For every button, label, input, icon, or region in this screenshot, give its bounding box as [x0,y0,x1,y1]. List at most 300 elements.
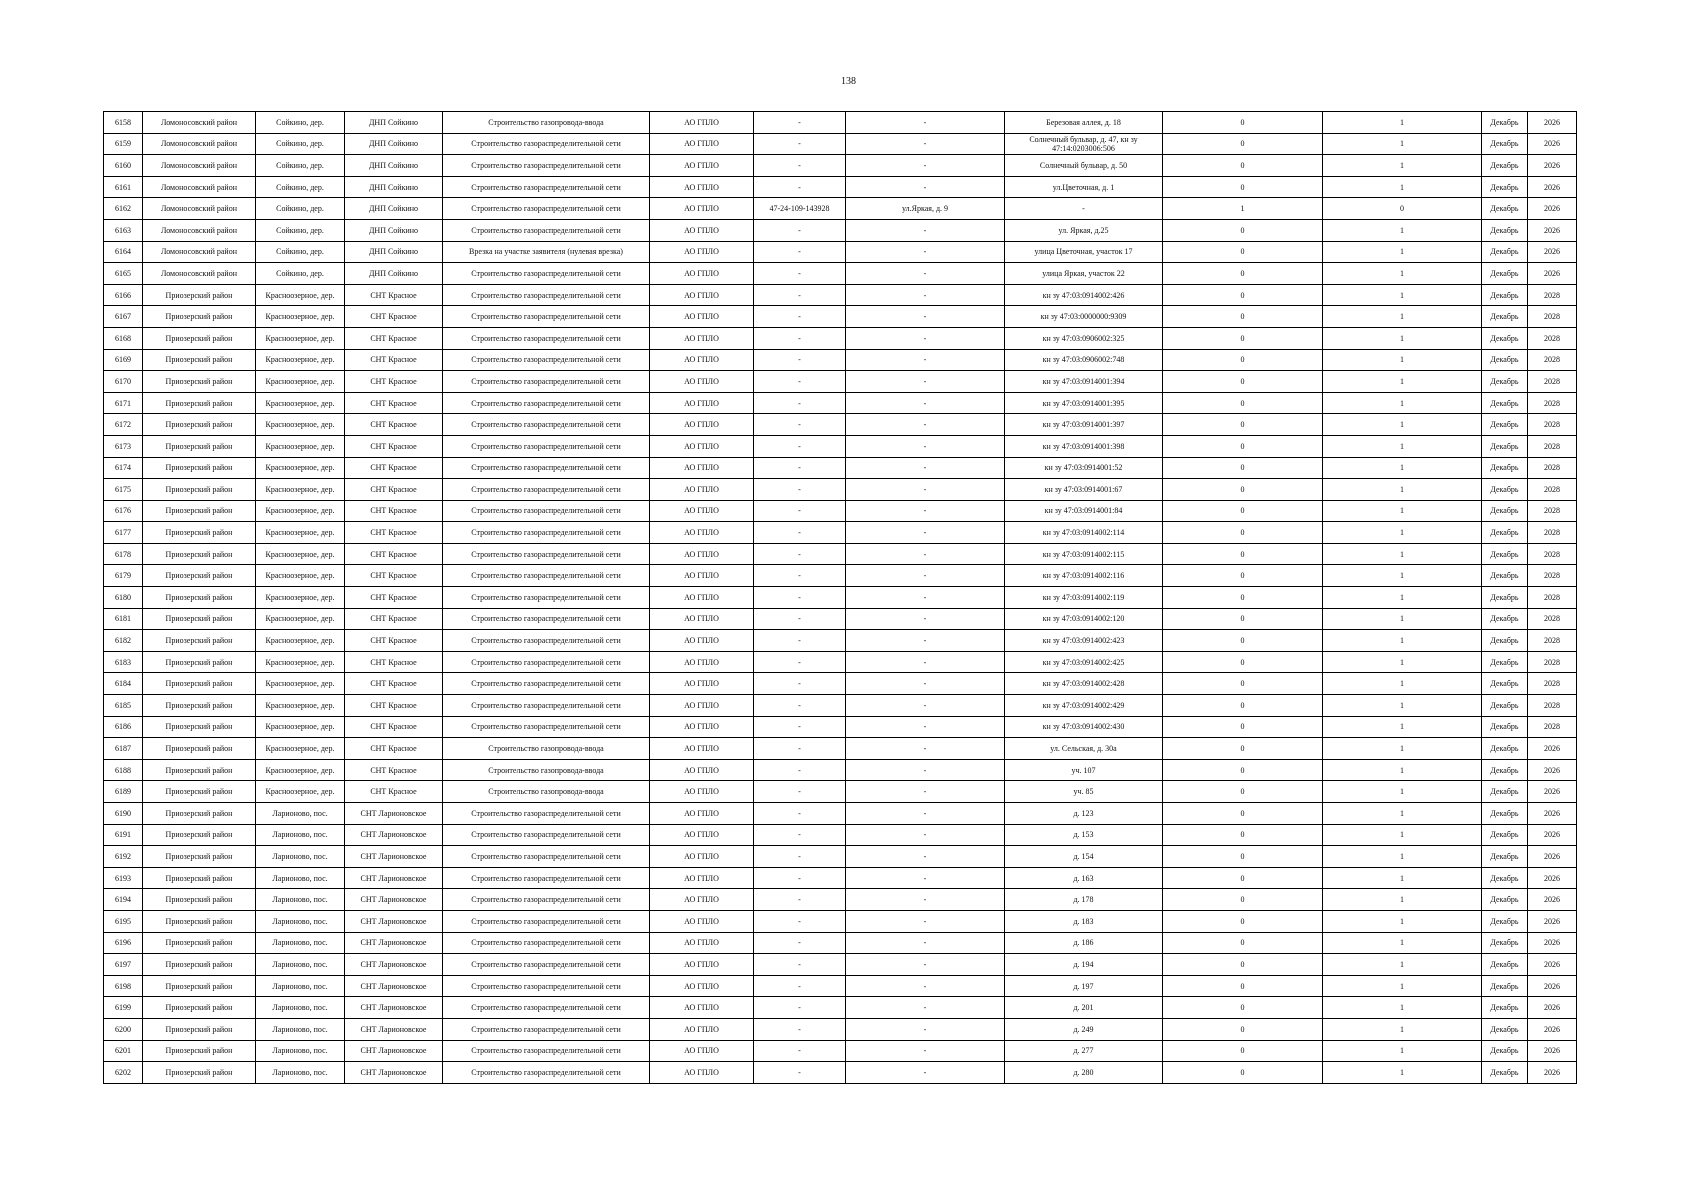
cell-row-number: 6166 [104,284,143,306]
cell-permit-number: - [754,457,846,479]
cell-partnership: СНТ Красное [345,479,443,501]
cell-permit-number: - [754,716,846,738]
cell-partnership: СНТ Красное [345,565,443,587]
cell-partnership: СНТ Ларионовское [345,954,443,976]
cell-count-a: 0 [1163,543,1323,565]
cell-count-a: 0 [1163,435,1323,457]
cell-count-b: 1 [1323,543,1482,565]
cell-address: д. 153 [1005,824,1163,846]
table-row [104,910,1577,932]
cell-year: 2026 [1528,155,1577,177]
cell-year: 2026 [1528,910,1577,932]
cell-month: Декабрь [1482,219,1528,241]
cell-contractor: АО ГПЛО [650,910,754,932]
cell-settlement: Ларионово, пос. [256,1040,345,1062]
cell-district: Приозерский район [143,846,256,868]
cell-settlement: Ларионово, пос. [256,954,345,976]
cell-month: Декабрь [1482,543,1528,565]
table-row [104,608,1577,630]
cell-partnership: СНТ Ларионовское [345,803,443,825]
cell-work-type: Строительство газораспределительной сети [443,824,650,846]
cell-contractor: АО ГПЛО [650,673,754,695]
cell-contractor: АО ГПЛО [650,1018,754,1040]
cell-permit-address: - [846,155,1005,177]
cell-contractor: АО ГПЛО [650,435,754,457]
table-row [104,889,1577,911]
cell-partnership: СНТ Красное [345,630,443,652]
cell-permit-address: ул.Яркая, д. 9 [846,198,1005,220]
cell-row-number: 6188 [104,759,143,781]
cell-month: Декабрь [1482,327,1528,349]
cell-partnership: СНТ Ларионовское [345,910,443,932]
cell-work-type: Строительство газораспределительной сети [443,954,650,976]
cell-year: 2028 [1528,651,1577,673]
cell-row-number: 6165 [104,263,143,285]
cell-settlement: Красноозерное, дер. [256,759,345,781]
cell-permit-address: - [846,630,1005,652]
cell-work-type: Строительство газораспределительной сети [443,371,650,393]
cell-partnership: СНТ Красное [345,392,443,414]
cell-row-number: 6167 [104,306,143,328]
cell-permit-number: - [754,673,846,695]
cell-month: Декабрь [1482,155,1528,177]
cell-district: Приозерский район [143,759,256,781]
table-row [104,781,1577,803]
cell-permit-number: - [754,371,846,393]
cell-contractor: АО ГПЛО [650,867,754,889]
cell-settlement: Красноозерное, дер. [256,781,345,803]
cell-contractor: АО ГПЛО [650,738,754,760]
cell-district: Приозерский район [143,306,256,328]
cell-address: кн зу 47:03:0000000:9309 [1005,306,1163,328]
cell-count-a: 0 [1163,306,1323,328]
cell-count-b: 1 [1323,284,1482,306]
cell-permit-address: - [846,500,1005,522]
cell-work-type: Строительство газораспределительной сети [443,284,650,306]
cell-count-a: 0 [1163,1040,1323,1062]
cell-count-a: 0 [1163,112,1323,134]
table-row [104,155,1577,177]
cell-settlement: Красноозерное, дер. [256,327,345,349]
cell-count-b: 1 [1323,867,1482,889]
cell-settlement: Красноозерное, дер. [256,673,345,695]
cell-contractor: АО ГПЛО [650,457,754,479]
cell-address: кн зу 47:03:0914002:429 [1005,695,1163,717]
cell-count-b: 1 [1323,630,1482,652]
cell-work-type: Строительство газораспределительной сети [443,155,650,177]
cell-permit-number: - [754,932,846,954]
cell-row-number: 6168 [104,327,143,349]
cell-settlement: Красноозерное, дер. [256,738,345,760]
cell-count-a: 0 [1163,522,1323,544]
cell-permit-number: - [754,997,846,1019]
cell-district: Приозерский район [143,435,256,457]
cell-work-type: Строительство газораспределительной сети [443,997,650,1019]
cell-month: Декабрь [1482,997,1528,1019]
cell-count-b: 1 [1323,997,1482,1019]
cell-district: Ломоносовский район [143,133,256,155]
cell-permit-address: - [846,392,1005,414]
cell-contractor: АО ГПЛО [650,565,754,587]
cell-month: Декабрь [1482,910,1528,932]
cell-month: Декабрь [1482,954,1528,976]
cell-month: Декабрь [1482,176,1528,198]
cell-row-number: 6163 [104,219,143,241]
table-row [104,219,1577,241]
cell-address: кн зу 47:03:0914001:395 [1005,392,1163,414]
cell-address: кн зу 47:03:0914001:398 [1005,435,1163,457]
cell-settlement: Красноозерное, дер. [256,608,345,630]
cell-permit-number: - [754,392,846,414]
cell-settlement: Ларионово, пос. [256,910,345,932]
cell-year: 2028 [1528,608,1577,630]
cell-permit-number: - [754,263,846,285]
cell-address: ул. Яркая, д.25 [1005,219,1163,241]
cell-count-a: 0 [1163,630,1323,652]
cell-district: Ломоносовский район [143,198,256,220]
cell-count-a: 0 [1163,910,1323,932]
table-row [104,651,1577,673]
cell-count-b: 1 [1323,522,1482,544]
cell-month: Декабрь [1482,241,1528,263]
cell-contractor: АО ГПЛО [650,975,754,997]
cell-permit-number: - [754,176,846,198]
cell-district: Ломоносовский район [143,241,256,263]
cell-count-b: 1 [1323,435,1482,457]
cell-district: Приозерский район [143,284,256,306]
cell-contractor: АО ГПЛО [650,997,754,1019]
cell-month: Декабрь [1482,651,1528,673]
cell-count-a: 0 [1163,803,1323,825]
cell-district: Приозерский район [143,651,256,673]
cell-partnership: ДНП Сойкино [345,133,443,155]
cell-address: кн зу 47:03:0914002:425 [1005,651,1163,673]
cell-contractor: АО ГПЛО [650,759,754,781]
cell-count-b: 1 [1323,392,1482,414]
cell-count-a: 0 [1163,176,1323,198]
cell-month: Декабрь [1482,133,1528,155]
cell-count-b: 1 [1323,738,1482,760]
cell-address: Солнечный бульвар, д. 47, кн зу 47:14:0203006:506 [1005,133,1163,155]
cell-count-b: 1 [1323,910,1482,932]
cell-partnership: ДНП Сойкино [345,155,443,177]
cell-year: 2026 [1528,198,1577,220]
cell-permit-number: - [754,867,846,889]
cell-partnership: СНТ Ларионовское [345,846,443,868]
cell-partnership: ДНП Сойкино [345,263,443,285]
cell-work-type: Строительство газопровода-ввода [443,759,650,781]
cell-contractor: АО ГПЛО [650,803,754,825]
cell-permit-address: - [846,673,1005,695]
cell-permit-address: - [846,522,1005,544]
cell-month: Декабрь [1482,565,1528,587]
cell-work-type: Строительство газораспределительной сети [443,975,650,997]
cell-row-number: 6175 [104,479,143,501]
cell-address: уч. 85 [1005,781,1163,803]
cell-settlement: Сойкино, дер. [256,219,345,241]
cell-contractor: АО ГПЛО [650,1062,754,1084]
cell-address: кн зу 47:03:0914002:119 [1005,587,1163,609]
table-row [104,673,1577,695]
cell-contractor: АО ГПЛО [650,414,754,436]
cell-contractor: АО ГПЛО [650,587,754,609]
cell-row-number: 6202 [104,1062,143,1084]
cell-count-a: 0 [1163,738,1323,760]
cell-district: Приозерский район [143,414,256,436]
cell-month: Декабрь [1482,198,1528,220]
cell-work-type: Врезка на участке заявителя (нулевая врезка) [443,241,650,263]
table-row [104,695,1577,717]
cell-work-type: Строительство газораспределительной сети [443,500,650,522]
cell-district: Приозерский район [143,824,256,846]
cell-month: Декабрь [1482,738,1528,760]
cell-permit-address: - [846,651,1005,673]
cell-permit-number: - [754,1040,846,1062]
table-row [104,241,1577,263]
cell-count-b: 1 [1323,673,1482,695]
cell-contractor: АО ГПЛО [650,133,754,155]
cell-work-type: Строительство газораспределительной сети [443,630,650,652]
table-row [104,975,1577,997]
table-row [104,479,1577,501]
cell-month: Декабрь [1482,716,1528,738]
cell-partnership: СНТ Красное [345,349,443,371]
cell-count-b: 1 [1323,587,1482,609]
cell-partnership: СНТ Красное [345,414,443,436]
cell-count-a: 0 [1163,392,1323,414]
cell-count-b: 1 [1323,241,1482,263]
cell-year: 2028 [1528,543,1577,565]
cell-work-type: Строительство газораспределительной сети [443,435,650,457]
cell-district: Приозерский район [143,522,256,544]
cell-address: кн зу 47:03:0914001:52 [1005,457,1163,479]
cell-count-a: 0 [1163,479,1323,501]
cell-count-a: 0 [1163,651,1323,673]
cell-count-a: 0 [1163,263,1323,285]
cell-partnership: СНТ Красное [345,738,443,760]
cell-permit-address: - [846,565,1005,587]
cell-count-a: 0 [1163,824,1323,846]
cell-contractor: АО ГПЛО [650,349,754,371]
cell-year: 2026 [1528,1062,1577,1084]
cell-year: 2028 [1528,716,1577,738]
cell-permit-address: - [846,867,1005,889]
cell-permit-number: - [754,500,846,522]
cell-year: 2028 [1528,435,1577,457]
cell-count-b: 1 [1323,457,1482,479]
cell-work-type: Строительство газораспределительной сети [443,803,650,825]
cell-row-number: 6199 [104,997,143,1019]
cell-work-type: Строительство газопровода-ввода [443,781,650,803]
cell-permit-number: - [754,630,846,652]
cell-permit-number: - [754,759,846,781]
cell-count-a: 0 [1163,695,1323,717]
cell-row-number: 6196 [104,932,143,954]
cell-count-a: 1 [1163,198,1323,220]
cell-count-a: 0 [1163,997,1323,1019]
cell-row-number: 6198 [104,975,143,997]
cell-permit-address: - [846,846,1005,868]
cell-row-number: 6186 [104,716,143,738]
cell-work-type: Строительство газораспределительной сети [443,1018,650,1040]
cell-address: кн зу 47:03:0914002:120 [1005,608,1163,630]
cell-count-b: 1 [1323,824,1482,846]
cell-row-number: 6177 [104,522,143,544]
cell-settlement: Сойкино, дер. [256,241,345,263]
cell-year: 2026 [1528,133,1577,155]
cell-month: Декабрь [1482,435,1528,457]
cell-month: Декабрь [1482,371,1528,393]
cell-settlement: Красноозерное, дер. [256,306,345,328]
cell-address: д. 194 [1005,954,1163,976]
cell-count-a: 0 [1163,587,1323,609]
cell-partnership: СНТ Красное [345,716,443,738]
cell-settlement: Красноозерное, дер. [256,371,345,393]
table-row [104,500,1577,522]
table-row [104,284,1577,306]
cell-count-a: 0 [1163,716,1323,738]
cell-settlement: Красноозерное, дер. [256,695,345,717]
table-row [104,1040,1577,1062]
cell-row-number: 6184 [104,673,143,695]
cell-month: Декабрь [1482,414,1528,436]
cell-row-number: 6194 [104,889,143,911]
cell-permit-address: - [846,587,1005,609]
cell-address: кн зу 47:03:0914002:115 [1005,543,1163,565]
cell-year: 2028 [1528,673,1577,695]
cell-work-type: Строительство газораспределительной сети [443,263,650,285]
cell-partnership: ДНП Сойкино [345,112,443,134]
cell-count-a: 0 [1163,414,1323,436]
cell-settlement: Ларионово, пос. [256,803,345,825]
cell-contractor: АО ГПЛО [650,155,754,177]
cell-address: д. 163 [1005,867,1163,889]
cell-permit-number: - [754,738,846,760]
cell-contractor: АО ГПЛО [650,198,754,220]
cell-partnership: СНТ Красное [345,435,443,457]
cell-district: Приозерский район [143,457,256,479]
cell-partnership: СНТ Красное [345,608,443,630]
cell-count-b: 1 [1323,803,1482,825]
cell-count-b: 1 [1323,349,1482,371]
cell-permit-number: - [754,414,846,436]
cell-row-number: 6170 [104,371,143,393]
table-row [104,759,1577,781]
cell-count-a: 0 [1163,241,1323,263]
cell-year: 2028 [1528,522,1577,544]
cell-count-a: 0 [1163,954,1323,976]
table-row [104,587,1577,609]
cell-address: д. 197 [1005,975,1163,997]
cell-district: Приозерский район [143,327,256,349]
cell-year: 2028 [1528,500,1577,522]
cell-count-a: 0 [1163,975,1323,997]
page-number: 138 [841,76,856,87]
table-row [104,133,1577,155]
cell-row-number: 6169 [104,349,143,371]
cell-permit-address: - [846,932,1005,954]
cell-district: Приозерский район [143,803,256,825]
cell-permit-address: - [846,1062,1005,1084]
cell-month: Декабрь [1482,479,1528,501]
cell-address: кн зу 47:03:0906002:748 [1005,349,1163,371]
cell-permit-address: - [846,716,1005,738]
cell-settlement: Красноозерное, дер. [256,651,345,673]
cell-address: д. 186 [1005,932,1163,954]
cell-work-type: Строительство газораспределительной сети [443,910,650,932]
cell-work-type: Строительство газораспределительной сети [443,479,650,501]
cell-district: Приозерский район [143,738,256,760]
cell-permit-number: - [754,781,846,803]
cell-year: 2028 [1528,587,1577,609]
cell-permit-address: - [846,889,1005,911]
cell-work-type: Строительство газораспределительной сети [443,932,650,954]
cell-permit-address: - [846,371,1005,393]
cell-address: кн зу 47:03:0914002:430 [1005,716,1163,738]
cell-year: 2026 [1528,219,1577,241]
cell-partnership: СНТ Красное [345,522,443,544]
cell-row-number: 6191 [104,824,143,846]
cell-permit-number: - [754,889,846,911]
cell-permit-address: - [846,738,1005,760]
cell-work-type: Строительство газораспределительной сети [443,457,650,479]
cell-count-b: 1 [1323,608,1482,630]
cell-settlement: Красноозерное, дер. [256,543,345,565]
cell-partnership: СНТ Красное [345,759,443,781]
cell-row-number: 6180 [104,587,143,609]
cell-partnership: СНТ Ларионовское [345,867,443,889]
cell-permit-address: - [846,543,1005,565]
cell-row-number: 6192 [104,846,143,868]
cell-address: - [1005,198,1163,220]
cell-settlement: Красноозерное, дер. [256,479,345,501]
cell-partnership: СНТ Ларионовское [345,997,443,1019]
cell-permit-address: - [846,803,1005,825]
cell-settlement: Красноозерное, дер. [256,630,345,652]
cell-address: кн зу 47:03:0906002:325 [1005,327,1163,349]
cell-settlement: Сойкино, дер. [256,176,345,198]
cell-permit-number: - [754,803,846,825]
cell-district: Приозерский район [143,910,256,932]
cell-count-a: 0 [1163,133,1323,155]
cell-contractor: АО ГПЛО [650,371,754,393]
cell-month: Декабрь [1482,781,1528,803]
cell-district: Приозерский район [143,889,256,911]
cell-settlement: Красноозерное, дер. [256,414,345,436]
table-row [104,738,1577,760]
cell-contractor: АО ГПЛО [650,219,754,241]
cell-month: Декабрь [1482,695,1528,717]
cell-row-number: 6200 [104,1018,143,1040]
cell-settlement: Ларионово, пос. [256,824,345,846]
cell-year: 2026 [1528,112,1577,134]
cell-month: Декабрь [1482,306,1528,328]
table-row [104,803,1577,825]
cell-count-b: 1 [1323,565,1482,587]
cell-contractor: АО ГПЛО [650,263,754,285]
cell-permit-address: - [846,112,1005,134]
cell-contractor: АО ГПЛО [650,112,754,134]
cell-contractor: АО ГПЛО [650,1040,754,1062]
cell-settlement: Сойкино, дер. [256,133,345,155]
cell-partnership: ДНП Сойкино [345,241,443,263]
cell-month: Декабрь [1482,759,1528,781]
cell-year: 2026 [1528,954,1577,976]
cell-work-type: Строительство газораспределительной сети [443,608,650,630]
cell-contractor: АО ГПЛО [650,543,754,565]
cell-permit-address: - [846,263,1005,285]
cell-count-b: 0 [1323,198,1482,220]
